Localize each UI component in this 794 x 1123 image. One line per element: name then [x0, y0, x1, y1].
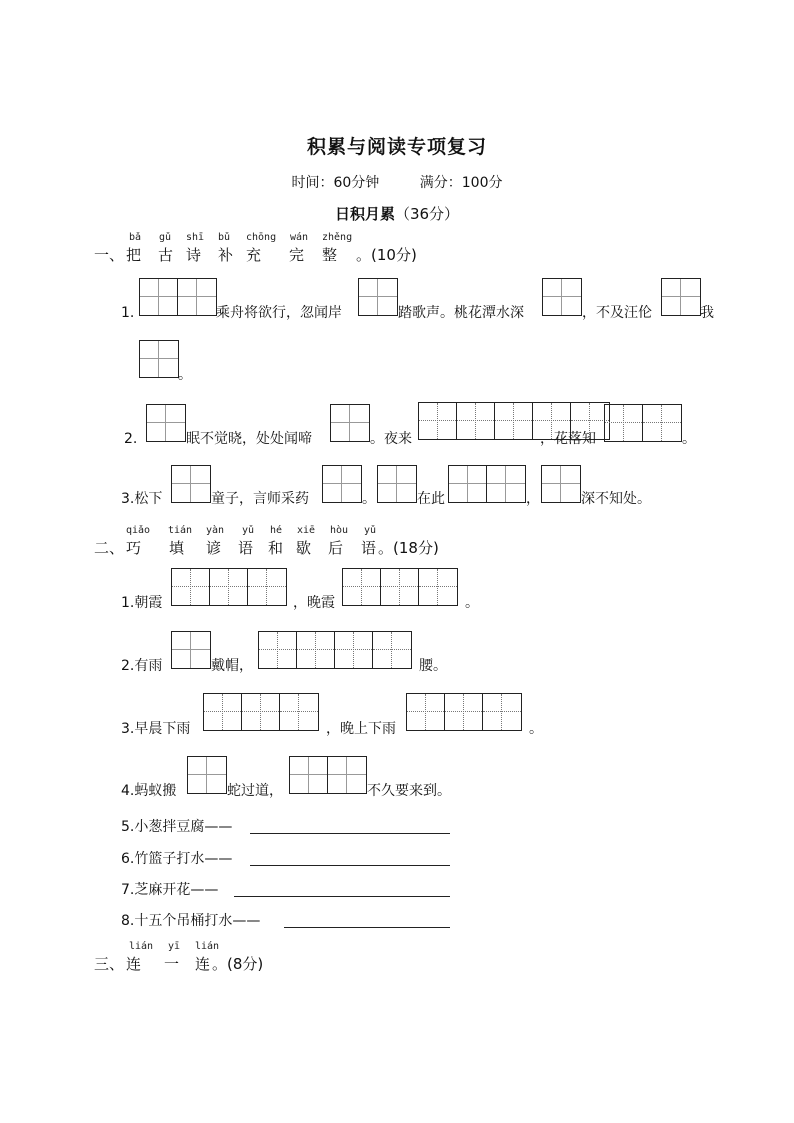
q2-l1-text2: ，晚霞: [293, 595, 335, 611]
answer-box[interactable]: [258, 631, 412, 669]
q1-l1-text2: 踏歌声。桃花潭水深: [398, 305, 524, 321]
q2-l2-text1: 2.有雨: [121, 658, 163, 674]
q1-l2-text3: ，花落知: [540, 431, 596, 447]
q1-l2-text1: 眠不觉晓，处处闻啼: [186, 431, 312, 447]
q3-char-1: 一: [164, 955, 180, 973]
page-title: 积累与阅读专项复习: [306, 136, 487, 158]
q2-l2-text3: 腰。: [419, 658, 447, 674]
q1-l1-text1: 乘舟将欲行，忽闻岸: [216, 305, 342, 321]
q1-number: 一、: [94, 246, 125, 264]
q3-score: 。(8分): [212, 955, 264, 973]
q1-pinyin-1: gǔ: [159, 232, 172, 243]
q1-l1-num: 1.: [121, 305, 135, 321]
q2-number: 二、: [94, 539, 125, 557]
q2-char-3: 语: [238, 539, 254, 557]
q2-l3-text2: ，晚上下雨: [326, 721, 396, 737]
q3-pinyin-2: lián: [195, 941, 220, 952]
answer-line[interactable]: [250, 833, 450, 834]
q2-l1-text3: 。: [465, 595, 479, 611]
q2-pinyin-6: hòu: [330, 525, 349, 536]
answer-box[interactable]: [330, 404, 370, 442]
exam-meta: [0, 172, 794, 192]
q2-l4-text2: 蛇过道，: [227, 783, 283, 799]
q2-pinyin-3: yǔ: [242, 525, 255, 536]
q1-l2-num: 2.: [124, 431, 138, 447]
q1-char-6: 整: [322, 246, 338, 264]
q1-char-4: 充: [246, 246, 262, 264]
q2-score: 。(18分): [378, 539, 439, 557]
q2-l3-text3: 。: [529, 721, 543, 737]
answer-box[interactable]: [187, 756, 227, 794]
q1-l2-text4: 。: [682, 431, 696, 447]
q2-l4-text1: 4.蚂蚁搬: [121, 783, 177, 799]
answer-box[interactable]: [448, 465, 526, 503]
q2-pinyin-5: xiē: [297, 525, 316, 536]
q1-char-2: 诗: [186, 246, 202, 264]
part-score: （36分）: [394, 205, 460, 223]
q2-l3-text1: 3.早晨下雨: [121, 721, 191, 737]
answer-line[interactable]: [234, 896, 450, 897]
q2-l6-text: 6.竹篮子打水——: [121, 851, 233, 867]
q1-char-1: 古: [158, 246, 174, 264]
q1-l3-text1: 童子，言师采药: [211, 491, 309, 507]
q3-char-0: 连: [126, 955, 142, 973]
q2-l7-text: 7.芝麻开花——: [121, 882, 219, 898]
answer-box[interactable]: [171, 568, 287, 606]
q1-pinyin-4: chōng: [246, 232, 277, 243]
answer-line[interactable]: [284, 927, 450, 928]
answer-box[interactable]: [541, 465, 581, 503]
q1-l3-text4: ，: [526, 491, 540, 507]
answer-box[interactable]: [322, 465, 362, 503]
q2-l5-text: 5.小葱拌豆腐——: [121, 819, 233, 835]
q2-char-7: 语: [361, 539, 377, 557]
q3-char-2: 连: [195, 955, 211, 973]
q2-pinyin-4: hé: [270, 525, 283, 536]
q3-pinyin-0: lián: [129, 941, 154, 952]
q2-l4-text3: 不久要来到。: [367, 783, 451, 799]
q2-char-0: 巧: [126, 539, 142, 557]
q2-pinyin-0: qiǎo: [126, 525, 151, 536]
q2-pinyin-1: tián: [168, 525, 193, 536]
q2-char-6: 后: [328, 539, 344, 557]
q1-pinyin-0: bǎ: [129, 232, 142, 243]
q2-char-2: 谚: [206, 539, 222, 557]
q1-char-0: 把: [126, 246, 142, 264]
answer-box[interactable]: [406, 693, 522, 731]
q3-number: 三、: [94, 955, 125, 973]
answer-box[interactable]: [171, 631, 211, 669]
q1-pinyin-5: wán: [290, 232, 309, 243]
exam-time: 时间：60分钟: [291, 175, 380, 191]
q1-char-5: 完: [289, 246, 305, 264]
answer-line[interactable]: [250, 865, 450, 866]
q1-l1-text3: ，不及汪伦: [582, 305, 652, 321]
q1-l1-text4: 我: [700, 305, 714, 321]
answer-box[interactable]: [342, 568, 458, 606]
q2-l1-text1: 1.朝霞: [121, 595, 163, 611]
answer-box[interactable]: [171, 465, 211, 503]
q2-l8-text: 8.十五个吊桶打水——: [121, 913, 261, 929]
q1-l1-text5: 。: [178, 367, 192, 383]
q1-pinyin-6: zhěng: [322, 232, 353, 243]
exam-full-score: 满分：100分: [419, 175, 503, 191]
q2-char-4: 和: [268, 539, 284, 557]
answer-box[interactable]: [289, 756, 367, 794]
q2-char-1: 填: [169, 539, 185, 557]
q1-char-3: 补: [218, 246, 234, 264]
answer-box[interactable]: [377, 465, 417, 503]
q2-pinyin-7: yǔ: [364, 525, 377, 536]
q1-l3-text5: 深不知处。: [581, 491, 651, 507]
answer-box[interactable]: [604, 404, 682, 442]
q1-pinyin-3: bǔ: [218, 232, 231, 243]
answer-box[interactable]: [661, 278, 701, 316]
answer-box[interactable]: [146, 404, 186, 442]
part-title: 日积月累: [334, 205, 395, 223]
answer-box[interactable]: [358, 278, 398, 316]
q1-l3-num: 3.松下: [121, 491, 163, 507]
q1-l3-text3: 在此: [417, 491, 445, 507]
q1-l2-text2: 。夜来: [370, 431, 412, 447]
q2-pinyin-2: yàn: [206, 525, 225, 536]
q1-l3-text2: 。: [362, 491, 376, 507]
q3-pinyin-1: yī: [168, 941, 181, 952]
answer-box[interactable]: [542, 278, 582, 316]
answer-box[interactable]: [139, 278, 217, 316]
q2-char-5: 歇: [296, 539, 312, 557]
answer-box[interactable]: [203, 693, 319, 731]
q2-l2-text2: 戴帽，: [211, 658, 253, 674]
answer-box[interactable]: [139, 340, 179, 378]
part-heading: [0, 203, 794, 224]
q1-pinyin-2: shī: [186, 232, 205, 243]
q1-score: 。(10分): [356, 246, 417, 264]
